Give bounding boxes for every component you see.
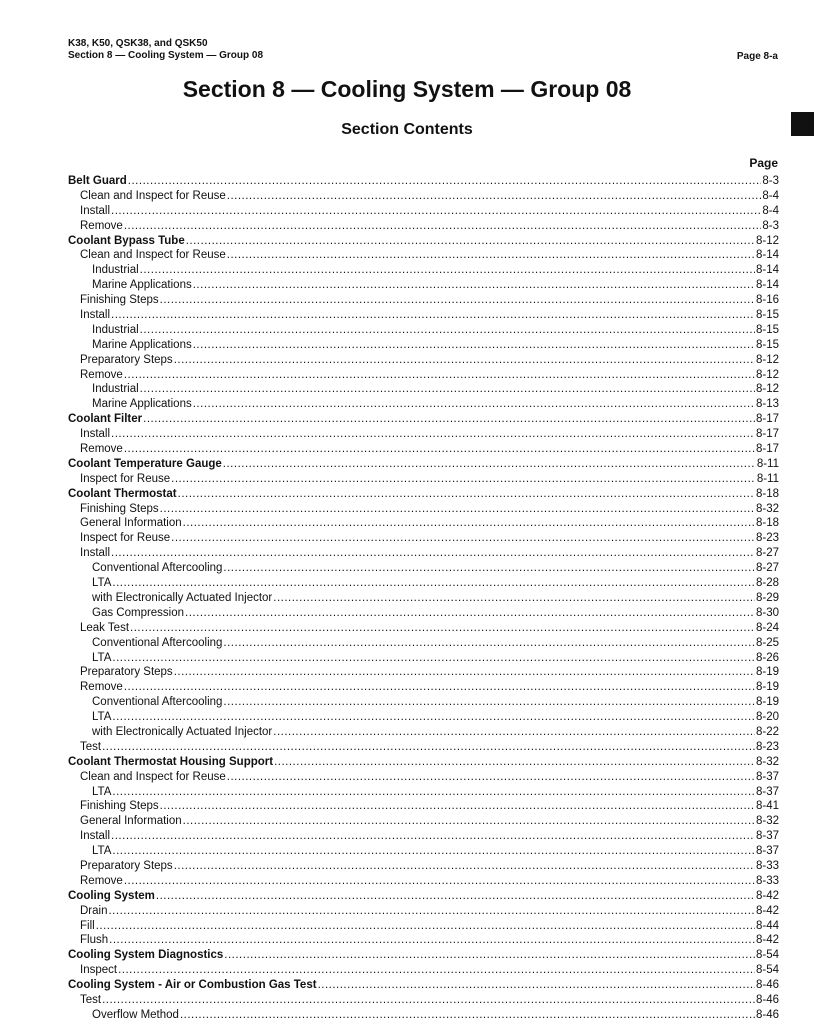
toc-page-number: 8-12 bbox=[755, 353, 779, 366]
dot-leader bbox=[108, 904, 754, 919]
toc-entry[interactable] bbox=[68, 338, 779, 353]
toc-page-number: 8-16 bbox=[755, 294, 779, 307]
toc-entry-title: Industrial bbox=[92, 323, 139, 336]
dot-leader bbox=[111, 204, 761, 219]
page-column-label: Page bbox=[749, 156, 778, 170]
header-engine-models: K38, K50, QSK38, and QSK50 bbox=[68, 38, 208, 49]
toc-entry[interactable] bbox=[68, 1008, 779, 1023]
toc-topic[interactable] bbox=[68, 755, 779, 770]
toc-page-number: 8-4 bbox=[762, 204, 779, 217]
toc-entry[interactable] bbox=[68, 516, 779, 531]
dot-leader bbox=[96, 919, 755, 934]
dot-leader bbox=[318, 978, 755, 993]
toc-page-number: 8-46 bbox=[755, 993, 779, 1006]
toc-entry[interactable] bbox=[68, 561, 779, 576]
dot-leader bbox=[183, 516, 755, 531]
toc-topic[interactable] bbox=[68, 412, 779, 427]
toc-entry-title: Flush bbox=[80, 934, 109, 947]
dot-leader bbox=[223, 561, 755, 576]
toc-page-number: 8-18 bbox=[755, 487, 779, 500]
toc-entry[interactable] bbox=[68, 472, 779, 487]
toc-entry[interactable] bbox=[68, 904, 779, 919]
toc-entry-title: Remove bbox=[80, 681, 123, 694]
dot-leader bbox=[171, 472, 756, 487]
toc-entry-title: Test bbox=[80, 740, 102, 753]
toc-entry[interactable] bbox=[68, 353, 779, 368]
toc-entry-title: Conventional Aftercooling bbox=[92, 696, 223, 709]
toc-entry-title: Belt Guard bbox=[68, 175, 127, 187]
toc-entry[interactable] bbox=[68, 606, 779, 621]
dot-leader bbox=[102, 993, 755, 1008]
toc-topic[interactable] bbox=[68, 487, 779, 502]
toc-entry-title: Leak Test bbox=[80, 621, 130, 634]
dot-leader bbox=[160, 293, 755, 308]
toc-entry-title: General Information bbox=[80, 815, 182, 828]
toc-entry[interactable] bbox=[68, 859, 779, 874]
toc-page-number: 8-17 bbox=[755, 413, 779, 426]
toc-entry-title: LTA bbox=[92, 845, 112, 858]
toc-page-number: 8-15 bbox=[755, 338, 779, 351]
toc-page-number: 8-44 bbox=[755, 919, 779, 932]
dot-leader bbox=[102, 740, 755, 755]
header-page-number: Page 8-a bbox=[736, 51, 778, 62]
toc-entry-title: General Information bbox=[80, 517, 182, 530]
toc-entry[interactable] bbox=[68, 651, 779, 666]
toc-entry-title: Marine Applications bbox=[92, 398, 192, 411]
toc-page-number: 8-12 bbox=[755, 383, 779, 396]
dot-leader bbox=[124, 368, 755, 383]
toc-entry-title: Finishing Steps bbox=[80, 502, 159, 515]
toc-page-number: 8-46 bbox=[755, 979, 779, 992]
toc-page-number: 8-37 bbox=[755, 845, 779, 858]
toc-entry-title: Remove bbox=[80, 443, 123, 456]
toc-page-number: 8-33 bbox=[755, 859, 779, 872]
toc-entry-title: Install bbox=[80, 428, 111, 441]
toc-page-number: 8-37 bbox=[755, 830, 779, 843]
toc-page-number: 8-33 bbox=[755, 874, 779, 887]
toc-page-number: 8-37 bbox=[755, 785, 779, 798]
toc-entry[interactable] bbox=[68, 963, 779, 978]
dot-leader bbox=[183, 814, 755, 829]
toc-page-number: 8-3 bbox=[762, 219, 779, 232]
toc-page-number: 8-54 bbox=[755, 964, 779, 977]
toc-entry[interactable] bbox=[68, 308, 779, 323]
dot-leader bbox=[140, 382, 755, 397]
dot-leader bbox=[174, 859, 755, 874]
toc-entry-title: Preparatory Steps bbox=[80, 353, 173, 366]
toc-entry[interactable] bbox=[68, 576, 779, 591]
toc-page-number: 8-42 bbox=[755, 889, 779, 902]
toc-entry-title: Clean and Inspect for Reuse bbox=[80, 249, 226, 262]
toc-page-number: 8-22 bbox=[755, 725, 779, 738]
table-of-contents bbox=[68, 174, 779, 1023]
toc-page-number: 8-11 bbox=[756, 457, 779, 470]
dot-leader bbox=[224, 948, 755, 963]
toc-entry-title: Install bbox=[80, 830, 111, 843]
toc-page-number: 8-19 bbox=[755, 681, 779, 694]
dot-leader bbox=[273, 591, 755, 606]
toc-entry[interactable] bbox=[68, 993, 779, 1008]
dot-leader bbox=[124, 219, 762, 234]
dot-leader bbox=[111, 829, 755, 844]
toc-entry[interactable] bbox=[68, 591, 779, 606]
toc-entry-title: Marine Applications bbox=[92, 338, 192, 351]
dot-leader bbox=[186, 234, 755, 249]
toc-page-number: 8-24 bbox=[755, 621, 779, 634]
toc-page-number: 8-3 bbox=[762, 175, 779, 187]
toc-topic[interactable] bbox=[68, 889, 779, 904]
toc-entry-title: Fill bbox=[80, 919, 95, 932]
toc-page-number: 8-32 bbox=[755, 755, 779, 768]
toc-entry[interactable] bbox=[68, 427, 779, 442]
toc-topic[interactable] bbox=[68, 948, 779, 963]
toc-entry-title: with Electronically Actuated Injector bbox=[92, 725, 273, 738]
toc-page-number: 8-12 bbox=[755, 368, 779, 381]
toc-page-number: 8-29 bbox=[755, 591, 779, 604]
toc-entry[interactable] bbox=[68, 814, 779, 829]
toc-page-number: 8-54 bbox=[755, 949, 779, 962]
toc-entry-title: Industrial bbox=[92, 264, 139, 277]
dot-leader bbox=[118, 963, 755, 978]
toc-page-number: 8-19 bbox=[755, 696, 779, 709]
toc-entry[interactable] bbox=[68, 278, 779, 293]
toc-page-number: 8-28 bbox=[755, 577, 779, 590]
toc-page-number: 8-46 bbox=[755, 1008, 779, 1021]
dot-leader bbox=[185, 606, 755, 621]
toc-page-number: 8-19 bbox=[755, 666, 779, 679]
toc-page-number: 8-17 bbox=[755, 443, 779, 456]
toc-entry[interactable] bbox=[68, 263, 779, 278]
toc-entry-title: Inspect for Reuse bbox=[80, 532, 171, 545]
toc-entry[interactable] bbox=[68, 442, 779, 457]
toc-page-number: 8-17 bbox=[755, 428, 779, 441]
toc-entry-title: Inspect for Reuse bbox=[80, 472, 171, 485]
toc-entry-title: LTA bbox=[92, 785, 112, 798]
dot-leader bbox=[111, 427, 755, 442]
toc-entry[interactable] bbox=[68, 695, 779, 710]
toc-page-number: 8-14 bbox=[755, 264, 779, 277]
toc-entry-title: Drain bbox=[80, 904, 108, 917]
toc-entry-title: LTA bbox=[92, 711, 112, 724]
toc-entry[interactable] bbox=[68, 204, 779, 219]
toc-entry[interactable] bbox=[68, 219, 779, 234]
dot-leader bbox=[160, 502, 755, 517]
toc-entry-title: Remove bbox=[80, 874, 123, 887]
toc-entry-title: Install bbox=[80, 547, 111, 560]
toc-entry-title: Coolant Temperature Gauge bbox=[68, 457, 222, 470]
toc-page-number: 8-4 bbox=[762, 189, 779, 202]
dot-leader bbox=[112, 651, 755, 666]
toc-page-number: 8-32 bbox=[755, 502, 779, 515]
toc-entry-title: Test bbox=[80, 993, 102, 1006]
dot-leader bbox=[223, 695, 755, 710]
dot-leader bbox=[112, 844, 755, 859]
toc-page-number: 8-30 bbox=[755, 606, 779, 619]
toc-entry[interactable] bbox=[68, 919, 779, 934]
toc-entry[interactable] bbox=[68, 546, 779, 561]
toc-entry-title: Marine Applications bbox=[92, 279, 192, 292]
dot-leader bbox=[112, 576, 755, 591]
toc-page-number: 8-23 bbox=[755, 532, 779, 545]
toc-entry[interactable] bbox=[68, 740, 779, 755]
toc-entry-title: Finishing Steps bbox=[80, 800, 159, 813]
toc-entry[interactable] bbox=[68, 799, 779, 814]
toc-page-number: 8-12 bbox=[755, 234, 779, 247]
toc-entry-title: Coolant Bypass Tube bbox=[68, 234, 185, 247]
toc-entry-title: Conventional Aftercooling bbox=[92, 562, 223, 575]
dot-leader bbox=[130, 621, 755, 636]
dot-leader bbox=[223, 457, 756, 472]
dot-leader bbox=[193, 278, 755, 293]
toc-entry-title: Install bbox=[80, 204, 111, 217]
toc-entry-title: Cooling System bbox=[68, 889, 155, 902]
dot-leader bbox=[109, 933, 755, 948]
running-header bbox=[68, 38, 263, 62]
toc-page-number: 8-41 bbox=[755, 800, 779, 813]
toc-page-number: 8-14 bbox=[755, 249, 779, 262]
toc-entry[interactable] bbox=[68, 933, 779, 948]
toc-topic[interactable] bbox=[68, 978, 779, 993]
toc-entry-title: Coolant Thermostat Housing Support bbox=[68, 755, 274, 768]
dot-leader bbox=[112, 785, 755, 800]
dot-leader bbox=[227, 189, 762, 204]
toc-entry-title: Coolant Thermostat bbox=[68, 487, 177, 500]
toc-topic[interactable] bbox=[68, 457, 779, 472]
toc-page-number: 8-15 bbox=[755, 323, 779, 336]
toc-page-number: 8-26 bbox=[755, 651, 779, 664]
toc-entry[interactable] bbox=[68, 382, 779, 397]
toc-entry-title: Clean and Inspect for Reuse bbox=[80, 189, 226, 202]
dot-leader bbox=[227, 248, 755, 263]
toc-page-number: 8-13 bbox=[755, 398, 779, 411]
toc-page-number: 8-25 bbox=[755, 636, 779, 649]
toc-entry[interactable] bbox=[68, 189, 779, 204]
toc-topic[interactable] bbox=[68, 234, 779, 249]
toc-entry-title: Preparatory Steps bbox=[80, 666, 173, 679]
dot-leader bbox=[111, 546, 755, 561]
toc-entry-title: Clean and Inspect for Reuse bbox=[80, 770, 226, 783]
toc-page-number: 8-37 bbox=[755, 770, 779, 783]
toc-page-number: 8-15 bbox=[755, 309, 779, 322]
toc-entry-title: Inspect bbox=[80, 964, 118, 977]
toc-page-number: 8-42 bbox=[755, 904, 779, 917]
toc-entry-title: Coolant Filter bbox=[68, 413, 143, 426]
toc-entry[interactable] bbox=[68, 665, 779, 680]
dot-leader bbox=[156, 889, 755, 904]
toc-page-number: 8-27 bbox=[755, 562, 779, 575]
toc-page-number: 8-32 bbox=[755, 815, 779, 828]
toc-entry-title: Cooling System Diagnostics bbox=[68, 949, 224, 962]
toc-entry[interactable] bbox=[68, 531, 779, 546]
toc-entry-title: Gas Compression bbox=[92, 606, 185, 619]
toc-entry[interactable] bbox=[68, 248, 779, 263]
toc-entry[interactable] bbox=[68, 770, 779, 785]
header-section-label: Section 8 — Cooling System — Group 08 bbox=[68, 50, 264, 61]
dot-leader bbox=[124, 680, 755, 695]
dot-leader bbox=[140, 263, 755, 278]
dot-leader bbox=[124, 442, 755, 457]
toc-entry-title: with Electronically Actuated Injector bbox=[92, 591, 273, 604]
toc-entry[interactable] bbox=[68, 293, 779, 308]
dot-leader bbox=[160, 799, 755, 814]
toc-entry[interactable] bbox=[68, 397, 779, 412]
dot-leader bbox=[223, 636, 755, 651]
toc-entry-title: LTA bbox=[92, 577, 112, 590]
dot-leader bbox=[273, 725, 755, 740]
toc-entry-title: Overflow Method bbox=[92, 1008, 179, 1021]
toc-entry[interactable] bbox=[68, 710, 779, 725]
page-title: Section 8 — Cooling System — Group 08 bbox=[182, 76, 632, 102]
dot-leader bbox=[227, 770, 755, 785]
toc-entry[interactable] bbox=[68, 844, 779, 859]
toc-entry[interactable] bbox=[68, 621, 779, 636]
toc-entry-title: LTA bbox=[92, 651, 112, 664]
toc-entry-title: Industrial bbox=[92, 383, 139, 396]
dot-leader bbox=[128, 174, 762, 189]
dot-leader bbox=[180, 1008, 755, 1023]
toc-topic[interactable] bbox=[68, 174, 779, 189]
section-contents-heading: Section Contents bbox=[341, 121, 473, 138]
toc-entry[interactable] bbox=[68, 502, 779, 517]
dot-leader bbox=[171, 531, 755, 546]
dot-leader bbox=[143, 412, 755, 427]
toc-entry-title: Conventional Aftercooling bbox=[92, 636, 223, 649]
toc-entry[interactable] bbox=[68, 323, 779, 338]
toc-entry-title: Install bbox=[80, 309, 111, 322]
toc-entry-title: Finishing Steps bbox=[80, 294, 159, 307]
toc-entry[interactable] bbox=[68, 636, 779, 651]
dot-leader bbox=[111, 308, 755, 323]
toc-page-number: 8-11 bbox=[756, 472, 779, 485]
toc-entry[interactable] bbox=[68, 368, 779, 383]
toc-entry-title: Preparatory Steps bbox=[80, 859, 173, 872]
toc-entry[interactable] bbox=[68, 829, 779, 844]
toc-entry[interactable] bbox=[68, 680, 779, 695]
toc-entry[interactable] bbox=[68, 725, 779, 740]
dot-leader bbox=[112, 710, 755, 725]
toc-entry-title: Cooling System - Air or Combustion Gas Test bbox=[68, 979, 317, 992]
dot-leader bbox=[124, 874, 755, 889]
dot-leader bbox=[174, 353, 755, 368]
toc-entry[interactable] bbox=[68, 785, 779, 800]
dot-leader bbox=[140, 323, 755, 338]
dot-leader bbox=[174, 665, 755, 680]
toc-entry-title: Remove bbox=[80, 219, 123, 232]
toc-page-number: 8-23 bbox=[755, 740, 779, 753]
toc-page-number: 8-18 bbox=[755, 517, 779, 530]
dot-leader bbox=[193, 397, 755, 412]
dot-leader bbox=[193, 338, 755, 353]
toc-page-number: 8-14 bbox=[755, 279, 779, 292]
toc-page-number: 8-27 bbox=[755, 547, 779, 560]
toc-page-number: 8-20 bbox=[755, 711, 779, 724]
toc-entry-title: Remove bbox=[80, 368, 123, 381]
section-edge-tab bbox=[791, 112, 814, 136]
toc-page-number: 8-42 bbox=[755, 934, 779, 947]
dot-leader bbox=[178, 487, 755, 502]
dot-leader bbox=[274, 755, 755, 770]
toc-entry[interactable] bbox=[68, 874, 779, 889]
